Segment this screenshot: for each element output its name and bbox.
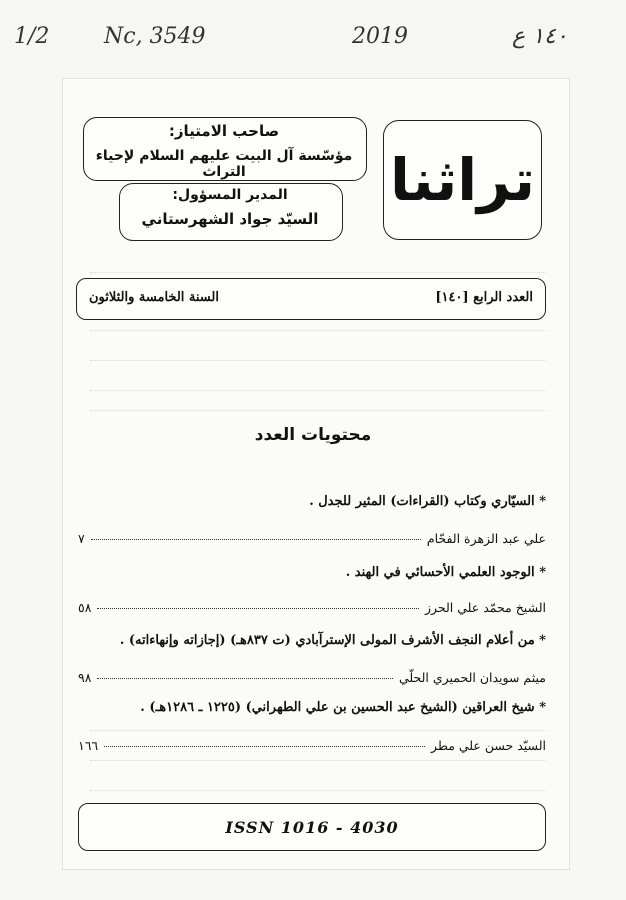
article-page: ٧ xyxy=(78,531,85,546)
issue-meta-box xyxy=(76,278,546,320)
issue-number: العدد الرابع [١٤٠] xyxy=(435,290,533,305)
leader-dots xyxy=(104,746,425,747)
journal-logo xyxy=(383,120,542,240)
bleed-line xyxy=(90,730,546,732)
publisher-name: مؤسّسة آل البيت عليهم السلام لإحياء التراث xyxy=(95,148,353,180)
article-title: * شيخ العراقين (الشيخ عبد الحسين بن علي الطهراني) (١٢٢٥ ـ ١٢٨٦هـ) . xyxy=(140,700,546,715)
director-label: المدير المسؤول: xyxy=(172,187,288,203)
article-title: * الوجود العلمي الأحسائي في الهند . xyxy=(345,565,546,580)
article-author: السيّد حسن علي مطر xyxy=(431,738,546,753)
article-author-row xyxy=(78,670,546,685)
handwritten-ref-no: Nc, 3549 xyxy=(104,24,206,49)
article-title: * من أعلام النجف الأشرف المولى الإسترآبادي (ت ٨٣٧هـ) (إجازاته وإنهاءاته) . xyxy=(119,633,546,648)
publisher-label: صاحب الامتياز: xyxy=(168,122,280,140)
article-author-row xyxy=(78,738,546,753)
article-author: ميثم سويدان الحميري الحلّي xyxy=(398,670,546,685)
logo-text: تراثنا xyxy=(390,146,535,214)
issn-number: ISSN 1016 - 4030 xyxy=(225,817,399,837)
bleed-line xyxy=(90,790,546,792)
leader-dots xyxy=(97,608,419,609)
handwritten-year: 2019 xyxy=(352,24,408,49)
article-author-row xyxy=(78,531,546,546)
director-name: السيّد جواد الشهرستاني xyxy=(141,210,319,228)
article-author: علي عبد الزهرة الفحّام xyxy=(426,531,546,546)
article-page: ٥٨ xyxy=(78,600,92,615)
bleed-line xyxy=(90,410,546,412)
bleed-line xyxy=(90,390,546,392)
article-author-row xyxy=(78,600,546,615)
issn-box xyxy=(78,803,546,851)
bleed-line xyxy=(90,272,546,274)
article-author: الشيخ محمّد علي الحرز xyxy=(424,600,546,615)
bleed-line xyxy=(90,360,546,362)
handwritten-issue-ref: ١٤٠ ع xyxy=(512,24,568,49)
bleed-line xyxy=(90,330,546,332)
bleed-line xyxy=(90,760,546,762)
contents-title: محتويات العدد xyxy=(254,425,372,445)
issue-year: السنة الخامسة والثلاثون xyxy=(89,290,219,305)
leader-dots xyxy=(97,678,393,679)
article-title: * السيّاري وكتاب (القراءات) المثير للجدل . xyxy=(309,494,546,509)
leader-dots xyxy=(91,539,421,540)
handwritten-ref-left: 1/2 xyxy=(14,24,50,49)
article-page: ٩٨ xyxy=(78,670,92,685)
article-page: ١٦٦ xyxy=(78,738,99,753)
